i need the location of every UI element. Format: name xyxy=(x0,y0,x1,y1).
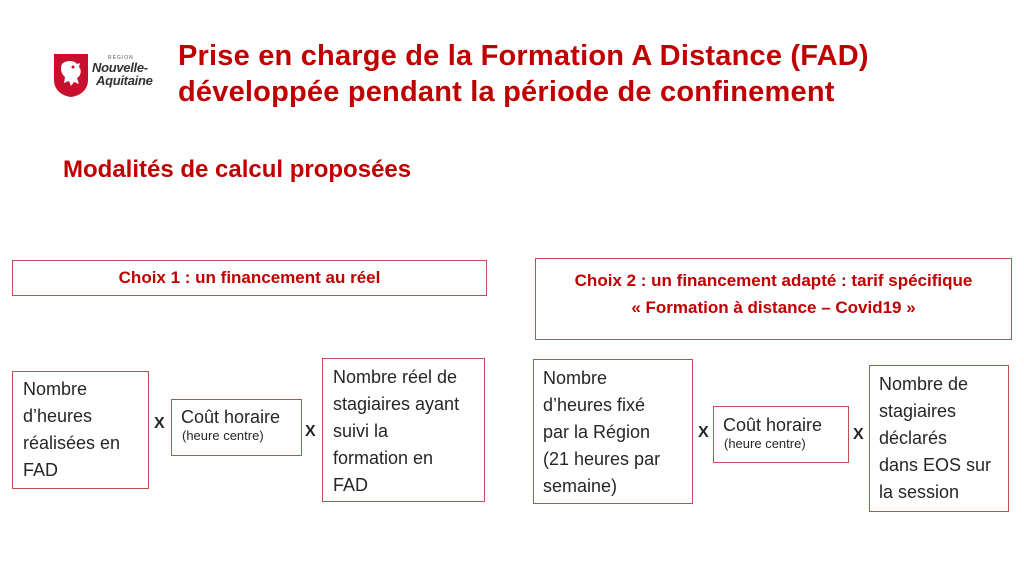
lion-shield-icon xyxy=(52,52,90,98)
logo-name-line1: Nouvelle- xyxy=(92,60,148,75)
choice1-hours-line: réalisées en xyxy=(23,433,121,453)
choice1-hours-line: d’heures xyxy=(23,406,93,426)
multiply-operator: X xyxy=(698,424,709,441)
choice2-trainees-line: dans EOS sur xyxy=(879,455,992,475)
choice1-hours-line: FAD xyxy=(23,460,59,480)
choice2-header xyxy=(535,258,1012,340)
choice2-hours-line: Nombre xyxy=(543,368,608,388)
choice2-rate-box xyxy=(713,406,849,463)
choice1-trainees-line: stagiaires ayant xyxy=(333,394,460,414)
choice2-trainees-line: la session xyxy=(879,482,960,502)
choice2-trainees-box xyxy=(869,365,1009,512)
choice2-trainees-line: Nombre de xyxy=(879,374,969,394)
title-line-2: développée pendant la période de confinement xyxy=(178,76,835,108)
logo-name-line2: Aquitaine xyxy=(96,73,153,88)
section-subtitle: Modalités de calcul proposées xyxy=(63,156,412,183)
choice2-rate-label: Coût horaire xyxy=(723,415,823,435)
multiply-operator: X xyxy=(305,423,316,440)
choice1-hours-line: Nombre xyxy=(23,379,88,399)
multiply-operator: X xyxy=(853,426,864,443)
choice1-rate-box xyxy=(171,399,302,456)
choice1-hours-box xyxy=(12,371,149,489)
choice1-trainees-line: formation en xyxy=(333,448,434,468)
logo-region-label: RÉGION xyxy=(108,55,134,61)
region-logo xyxy=(52,52,152,102)
choice1-trainees-line: Nombre réel de xyxy=(333,367,458,387)
choice1-trainees-box xyxy=(322,358,485,502)
title-line-1: Prise en charge de la Formation A Distance (FAD) xyxy=(178,40,869,72)
choice2-title-line1: Choix 2 : un financement adapté : tarif spécifique xyxy=(574,271,973,290)
choice2-rate-sub: (heure centre) xyxy=(724,436,806,451)
choice1-header xyxy=(12,260,487,296)
choice1-rate-sub: (heure centre) xyxy=(182,428,264,443)
choice1-trainees-line: FAD xyxy=(333,475,369,495)
choice2-hours-line: d’heures fixé xyxy=(543,395,646,415)
choice2-trainees-line: stagiaires xyxy=(879,401,957,421)
choice2-hours-box xyxy=(533,359,693,504)
page-title xyxy=(178,38,998,110)
choice2-hours-line: semaine) xyxy=(543,476,618,496)
choice1-trainees-line: suivi la xyxy=(333,421,389,441)
choice2-hours-line: (21 heures par xyxy=(543,449,661,469)
choice2-hours-line: par la Région xyxy=(543,422,651,442)
choice2-title-line2: « Formation à distance – Covid19 » xyxy=(631,298,916,317)
choice2-trainees-line: déclarés xyxy=(879,428,948,448)
choice1-rate-label: Coût horaire xyxy=(181,407,281,427)
choice1-title: Choix 1 : un financement au réel xyxy=(118,268,381,287)
multiply-operator: X xyxy=(154,415,165,432)
